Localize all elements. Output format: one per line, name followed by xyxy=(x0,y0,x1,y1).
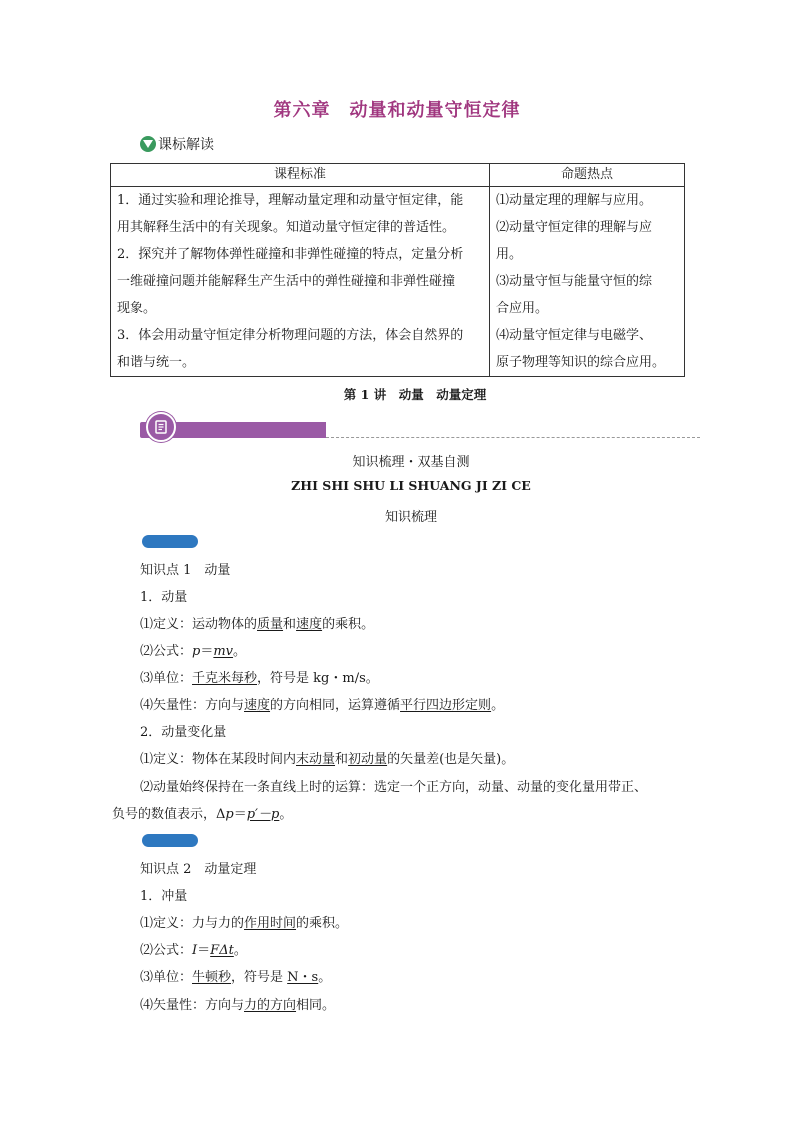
text: 相同。 xyxy=(296,998,336,1013)
text: ⑶单位： xyxy=(140,970,193,985)
kp2-subtitle: 1．冲量 xyxy=(140,889,188,904)
answer-blank: N・s xyxy=(287,970,319,985)
cell-line: 1．通过实验和理论推导，理解动量定理和动量守恒定律，能 xyxy=(117,193,464,208)
cell-line: 一维碰撞问题并能解释生产生活中的弹性碰撞和非弹性碰撞 xyxy=(117,274,456,289)
answer-blank: 作用时间 xyxy=(244,916,297,931)
text: ⑷矢量性：方向与 xyxy=(140,698,245,713)
table-header-row xyxy=(111,164,685,187)
text: ⑴定义：运动物体的 xyxy=(140,617,258,632)
kp2-title: 知识点 2 动量定理 xyxy=(140,862,257,877)
cell-line: ⑵动量守恒定律的理解与应 xyxy=(496,220,653,235)
dashed-divider xyxy=(326,437,700,438)
text: ＝ xyxy=(197,943,211,958)
cell-line: 原子物理等知识的综合应用。 xyxy=(496,355,666,370)
kp2-definition xyxy=(140,912,348,931)
text: ⑷矢量性：方向与 xyxy=(140,998,245,1013)
answer-blank: mv xyxy=(213,644,234,659)
kp2-unit xyxy=(140,966,331,985)
table-row xyxy=(111,187,685,377)
kp1-operation-line-2 xyxy=(112,803,292,822)
section-label-text: 课标解读 xyxy=(158,137,214,153)
knowledge-point-marker xyxy=(142,834,198,847)
cell-line: ⑶动量守恒与能量守恒的综 xyxy=(496,274,653,289)
answer-blank: 速度 xyxy=(296,617,323,632)
answer-blank: 末动量 xyxy=(296,752,336,767)
text: 和 xyxy=(283,617,297,632)
lesson-title: 第 1 讲 动量 动量定理 xyxy=(343,387,487,402)
heading-cn: 知识梳理・双基自测 xyxy=(352,455,470,470)
text: ⑶单位： xyxy=(140,671,193,686)
kp1-title: 知识点 1 动量 xyxy=(140,563,231,578)
text: ⑴定义：物体在某段时间内 xyxy=(140,752,297,767)
text: ，符号是 xyxy=(231,970,288,985)
answer-blank: FΔt xyxy=(210,943,234,958)
curriculum-table xyxy=(110,163,685,377)
text: 。 xyxy=(491,698,505,713)
answer-blank: 初动量 xyxy=(348,752,388,767)
section-label xyxy=(140,134,214,154)
kp1-subtitle: 1．动量 xyxy=(140,590,188,605)
cell-line: 用。 xyxy=(496,247,523,262)
answer-blank: 速度 xyxy=(244,698,271,713)
table-cell-standards xyxy=(111,187,490,377)
text: 的乘积。 xyxy=(296,916,349,931)
text: ＝ xyxy=(200,644,214,659)
symbol: I xyxy=(192,943,198,958)
text: 的乘积。 xyxy=(322,617,375,632)
answer-blank: 力的方向 xyxy=(244,998,297,1013)
subheading: 知识梳理 xyxy=(384,510,437,525)
text: 。 xyxy=(279,807,293,822)
text: 的矢量差(也是矢量)。 xyxy=(387,752,515,767)
kp2-vector xyxy=(140,994,335,1013)
table-header: 命题热点 xyxy=(490,164,685,187)
kp1-formula xyxy=(140,640,246,659)
kp2-formula xyxy=(140,939,247,958)
text: ⑵公式： xyxy=(140,943,193,958)
cell-line: ⑷动量守恒定律与电磁学、 xyxy=(496,328,653,343)
kp1-change-definition xyxy=(140,748,514,767)
kp1-subtitle-2: 2．动量变化量 xyxy=(140,725,227,740)
cell-line: 用其解释生活中的有关现象。知道动量守恒定律的普适性。 xyxy=(117,220,456,235)
text: ，符号是 kg・m/s。 xyxy=(257,671,379,686)
symbol: p xyxy=(225,807,234,822)
answer-blank: p′－p xyxy=(246,807,280,822)
cell-line: 和谐与统一。 xyxy=(117,355,196,370)
cell-line: 合应用。 xyxy=(496,301,549,316)
kp1-operation-line: ⑵动量始终保持在一条直线上时的运算：选定一个正方向，动量、动量的变化量用带正、 xyxy=(140,780,648,795)
notebook-icon xyxy=(146,412,176,442)
text: ⑵公式： xyxy=(140,644,193,659)
kp1-definition xyxy=(140,613,374,632)
answer-blank: 牛顿秒 xyxy=(192,970,232,985)
text: 。 xyxy=(318,970,332,985)
answer-blank: 质量 xyxy=(257,617,284,632)
cell-line: 3．体会用动量守恒定律分析物理问题的方法，体会自然界的 xyxy=(117,328,464,343)
text: 。 xyxy=(233,644,247,659)
cell-line: ⑴动量定理的理解与应用。 xyxy=(496,193,653,208)
table-cell-hotspots xyxy=(490,187,685,377)
text: 负号的数值表示，Δ xyxy=(112,807,226,822)
answer-blank: 平行四边形定则 xyxy=(400,698,492,713)
kp1-unit xyxy=(140,667,379,686)
cell-line: 现象。 xyxy=(117,301,157,316)
text: ＝ xyxy=(233,807,247,822)
text: 和 xyxy=(335,752,349,767)
chapter-title: 第六章 动量和动量守恒定律 xyxy=(273,100,521,121)
text: 的方向相同，运算遵循 xyxy=(270,698,401,713)
kp1-vector xyxy=(140,694,504,713)
table-header: 课程标准 xyxy=(111,164,490,187)
chevron-down-icon xyxy=(140,136,156,152)
heading-pinyin: ZHI SHI SHU LI SHUANG JI ZI CE xyxy=(291,478,531,493)
symbol: p xyxy=(192,644,201,659)
cell-line: 2．探究并了解物体弹性碰撞和非弹性碰撞的特点，定量分析 xyxy=(117,247,464,262)
text: ⑴定义：力与力的 xyxy=(140,916,245,931)
knowledge-point-marker xyxy=(142,535,198,548)
text: 。 xyxy=(233,943,247,958)
answer-blank: 千克米每秒 xyxy=(192,671,258,686)
